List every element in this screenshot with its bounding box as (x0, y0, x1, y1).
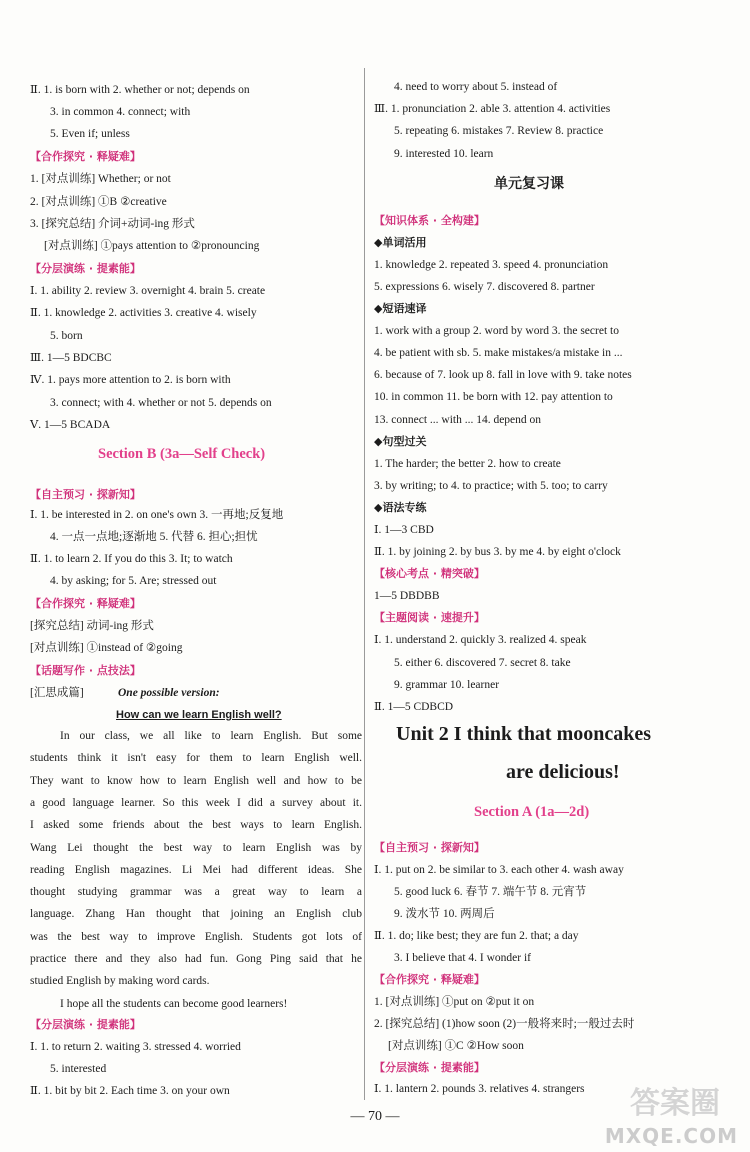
answer-line: 1. The harder; the better 2. how to create (374, 458, 561, 470)
watermark-url: MXQE.COM (604, 1124, 738, 1148)
answer-line: Ⅲ. 1—5 BDCBC (30, 352, 112, 364)
answer-line: 3. by writing; to 4. to practice; with 5. too; to carry (374, 480, 608, 492)
answer-line: [对点训练] ①instead of ②going (30, 642, 183, 654)
answer-line: Ⅱ. 1. bit by bit 2. Each time 3. on your own (30, 1085, 230, 1097)
answer-line: ◆语法专练 (374, 501, 427, 514)
answer-line: 1. [对点训练] ①put on ②put it on (374, 996, 535, 1008)
section-b-heading: Section B (3a—Self Check) (98, 446, 266, 462)
answer-line: Ⅰ. 1. lantern 2. pounds 3. relatives 4. strangers (374, 1083, 585, 1095)
answer-line: [汇思成篇] (30, 687, 84, 699)
unit-title-line-1: Unit 2 I think that mooncakes (396, 723, 652, 745)
answer-line: Ⅱ. 1. knowledge 2. activities 3. creative 4. wisely (30, 307, 257, 319)
answer-line: 9. interested 10. learn (394, 148, 494, 160)
essay-line: Wang Lei thought the best way to learn English was by (30, 841, 362, 854)
answer-line: 5. good luck 6. 春节 7. 端午节 8. 元宵节 (394, 886, 587, 898)
answer-line: 2. [探究总结] (1)how soon (2)一般将来时;一般过去时 (374, 1018, 635, 1030)
answer-line: Ⅰ. 1. ability 2. review 3. overnight 4. brain 5. create (30, 285, 266, 297)
answer-line: 1—5 DBDBB (374, 590, 440, 602)
answer-line: Ⅱ. 1. to learn 2. If you do this 3. It; to watch (30, 553, 233, 565)
answer-line: Ⅰ. 1. put on 2. be similar to 3. each other 4. wash away (374, 864, 624, 876)
answer-line: 1. knowledge 2. repeated 3. speed 4. pronunciation (374, 259, 609, 271)
section-tag: 【合作探究 · 释疑难】 (374, 973, 485, 986)
answer-line: 10. in common 11. be born with 12. pay attention to (374, 391, 613, 403)
section-tag: 【核心考点 · 精突破】 (374, 567, 485, 580)
essay-line: students think it isn't easy for them to learn English well. (30, 752, 362, 765)
answer-line: 5. repeating 6. mistakes 7. Review 8. practice (394, 125, 604, 137)
essay-title: How can we learn English well? (116, 709, 282, 721)
answer-line: Ⅰ. 1. to return 2. waiting 3. stressed 4. worried (30, 1041, 241, 1053)
answer-line: Ⅳ. 1. pays more attention to 2. is born with (30, 374, 231, 386)
answer-line: 6. because of 7. look up 8. fall in love with 9. take notes (374, 369, 632, 381)
answer-line: 1. work with a group 2. word by word 3. the secret to (374, 325, 619, 337)
section-tag: 【合作探究 · 释疑难】 (30, 597, 141, 610)
section-tag: 【自主预习 · 探新知】 (374, 841, 485, 854)
essay-line: practice there and they also had fun. Gong Ping said that he (30, 953, 362, 965)
column-divider (364, 68, 365, 1100)
answer-line: Ⅱ. 1. do; like best; they are fun 2. that; a day (374, 930, 579, 942)
answer-line: 3. [探究总结] 介词+动词-ing 形式 (30, 218, 195, 230)
essay-line: They want to know how to learn English well and how to be (30, 774, 362, 787)
answer-line: Ⅱ. 1. by joining 2. by bus 3. by me 4. by eight o'clock (374, 546, 621, 558)
answer-line: [对点训练] ①pays attention to ②pronouncing (44, 240, 260, 252)
answer-line: 5. Even if; unless (50, 128, 130, 140)
essay-line: was the best way to improve English. Students got lots of (30, 930, 362, 943)
section-tag: 【知识体系 · 全构建】 (374, 214, 485, 227)
answer-line: [对点训练] ①C ②How soon (388, 1040, 524, 1052)
answer-line: 4. be patient with sb. 5. make mistakes/a mistake in ... (374, 347, 623, 359)
unit-title-line-2: are delicious! (506, 761, 620, 783)
section-tag: 【分层演练 · 提素能】 (30, 262, 141, 275)
answer-line: 5. born (50, 330, 83, 342)
answer-line: ◆句型过关 (374, 435, 427, 448)
review-title: 单元复习课 (494, 176, 564, 192)
answer-line: 3. connect; with 4. whether or not 5. depends on (50, 397, 272, 409)
essay-line: I hope all the students can become good learners! (60, 997, 288, 1010)
answer-line: 5. either 6. discovered 7. secret 8. take (394, 657, 571, 669)
answer-line: 9. 泼水节 10. 两周后 (394, 908, 495, 920)
section-tag: 【分层演练 · 提素能】 (30, 1018, 141, 1031)
essay-line: thought studying grammar was a great way to learn a (30, 886, 362, 899)
answer-line: 1. [对点训练] Whether; or not (30, 173, 171, 185)
page-number: — 70 — (350, 1109, 400, 1124)
essay-line: In our class, we all like to learn English. But some (60, 730, 362, 742)
answer-line: 13. connect ... with ... 14. depend on (374, 414, 542, 426)
answer-line: Ⅱ. 1—5 CDBCD (374, 701, 454, 713)
answer-line: 2. [对点训练] ①B ②creative (30, 196, 167, 208)
answer-line: 5. expressions 6. wisely 7. discovered 8. partner (374, 281, 595, 293)
answer-line: Ⅰ. 1. understand 2. quickly 3. realized 4. speak (374, 634, 587, 646)
section-a-heading: Section A (1a—2d) (474, 804, 590, 820)
answer-line: 4. need to worry about 5. instead of (394, 81, 558, 93)
section-tag: 【自主预习 · 探新知】 (30, 488, 141, 501)
one-possible-version: One possible version: (118, 687, 220, 699)
essay-line: reading English magazines. Li Mei had different ideas. She (30, 863, 362, 876)
section-tag: 【话题写作 · 点技法】 (30, 664, 141, 677)
section-tag: 【主题阅读 · 速提升】 (374, 611, 485, 624)
answer-line: ◆单词活用 (374, 236, 427, 249)
answer-line: 4. by asking; for 5. Are; stressed out (50, 575, 217, 587)
answer-line: Ⅲ. 1. pronunciation 2. able 3. attention 4. activities (374, 103, 611, 115)
answer-line: 5. interested (50, 1063, 107, 1075)
essay-line: language. Zhang Han thought that joining an English club (30, 908, 362, 921)
answer-line: ◆短语速译 (374, 302, 427, 315)
essay-line: a good language learner. So this week I did a survey about it. (30, 796, 362, 809)
answer-line: 3. in common 4. connect; with (50, 106, 191, 118)
answer-line: Ⅱ. 1. is born with 2. whether or not; depends on (30, 84, 250, 96)
answer-line: 4. 一点一点地;逐渐地 5. 代替 6. 担心;担忧 (50, 531, 258, 543)
answer-line: Ⅰ. 1—3 CBD (374, 524, 434, 536)
section-tag: 【合作探究 · 释疑难】 (30, 150, 141, 163)
section-tag: 【分层演练 · 提素能】 (374, 1061, 485, 1074)
answer-line: Ⅰ. 1. be interested in 2. on one's own 3. 一再地;反复地 (30, 509, 284, 521)
answer-line: 9. grammar 10. learner (394, 679, 500, 691)
answer-line: Ⅴ. 1—5 BCADA (30, 419, 111, 431)
answer-line: 3. I believe that 4. I wonder if (394, 952, 531, 964)
essay-line: I asked some friends about the best ways to learn English. (30, 819, 362, 832)
answer-line: [探究总结] 动词-ing 形式 (30, 620, 154, 632)
watermark-logo: 答案圈 (630, 1086, 720, 1121)
essay-line: studied English by making word cards. (30, 975, 210, 988)
